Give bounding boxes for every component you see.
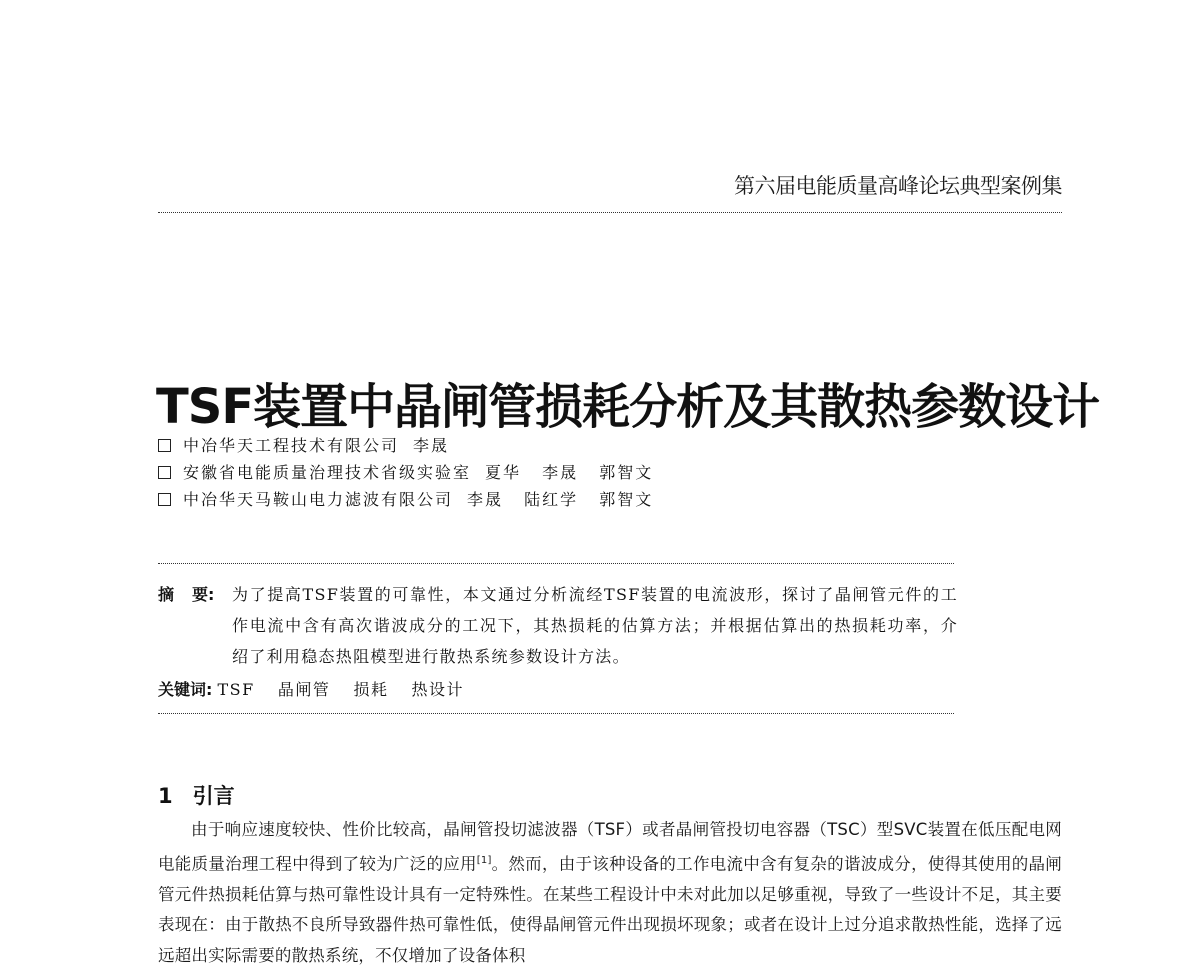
section-title: 引言 xyxy=(192,784,235,808)
affiliation-line xyxy=(158,459,958,486)
affiliation-org: 中冶华天工程技术有限公司 xyxy=(183,436,400,455)
affiliation-org: 安徽省电能质量治理技术省级实验室 xyxy=(183,463,472,482)
abstract-text: 为了提高TSF装置的可靠性，本文通过分析流经TSF装置的电流波形，探讨了晶闸管元件的工作电流中含有高次谐波成分的工况下，其热损耗的估算方法；并根据估算出的热损耗功率，介绍了利用稳态热阻模型进行散热系统参数设计方法。 xyxy=(232,585,958,666)
affiliation-line xyxy=(158,486,958,513)
affiliation-authors: 李晟 xyxy=(413,436,450,455)
keywords-label: 关键词: xyxy=(158,680,213,699)
keyword: 损耗 xyxy=(353,680,389,699)
affiliation-authors: 夏华 李晟 郭智文 xyxy=(485,463,654,482)
abstract-rule-bottom xyxy=(158,713,954,714)
checkbox-square-icon xyxy=(158,466,171,479)
section-heading xyxy=(158,780,235,810)
abstract-block xyxy=(158,579,958,672)
body-paragraph: 由于响应速度较快、性价比较高，晶闸管投切滤波器（TSF）或者晶闸管投切电容器（TSC）型SVC装置在低压配电网电能质量治理工程中得到了较为广泛的应用[1]。然而，由于该种设备的工作电流中含有复杂的谐波成分，使得其使用的晶闸管元件热损耗估算与热可靠性设计具有一定特殊性。在某些工程设计中未对此加以足够重视，导致了一些设计不足，其主要表现在：由于散热不良所导致器件热可靠性低，使得晶闸管元件出现损坏现象；或者在设计上过分追求散热性能，选择了远远超出实际需要的散热系统，不仅增加了设备体积 xyxy=(158,820,1062,965)
affiliation-org: 中冶华天马鞍山电力滤波有限公司 xyxy=(183,490,454,509)
keyword: TSF xyxy=(217,680,255,699)
affiliation-line xyxy=(158,432,958,459)
checkbox-square-icon xyxy=(158,439,171,452)
keyword: 晶闸管 xyxy=(277,680,331,699)
checkbox-square-icon xyxy=(158,493,171,506)
header-rule xyxy=(158,212,1062,213)
paper-title: TSF装置中晶闸管损耗分析及其散热参数设计 xyxy=(156,379,1100,435)
citation-ref: [1] xyxy=(476,854,492,866)
keywords-row xyxy=(158,678,482,702)
abstract-label: 摘 要: xyxy=(158,585,215,604)
affiliation-authors: 李晟 陆红学 郭智文 xyxy=(467,490,654,509)
abstract-rule-top xyxy=(158,563,954,564)
keyword: 热设计 xyxy=(411,680,465,699)
section-number: 1 xyxy=(158,784,173,808)
running-header: 第六届电能质量高峰论坛典型案例集 xyxy=(734,174,1062,198)
affiliation-list xyxy=(158,432,958,513)
